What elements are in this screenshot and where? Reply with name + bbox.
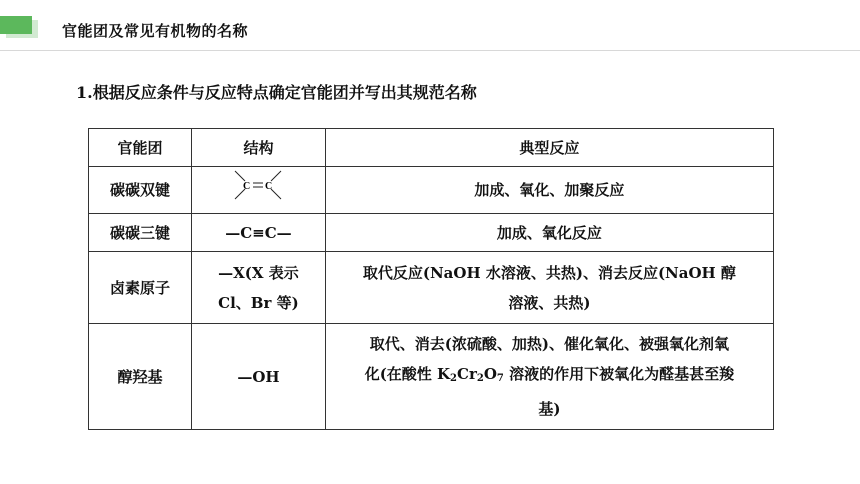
table-row <box>89 214 774 252</box>
table-row <box>89 324 774 430</box>
cell-group: 碳碳双键 <box>89 167 192 214</box>
cell-structure <box>192 167 326 214</box>
reaction-text: O <box>483 365 497 383</box>
double-bond-svg <box>233 167 283 203</box>
cell-group: 卤素原子 <box>89 252 192 324</box>
structure-line: —X(X 表示 <box>218 263 299 282</box>
reaction-text: 化(在酸性 K <box>364 365 451 383</box>
cell-structure <box>192 252 326 324</box>
header-cell-reaction: 典型反应 <box>325 129 773 167</box>
svg-text:C: C <box>265 181 273 192</box>
header-cell-structure: 结构 <box>192 129 326 167</box>
header-bar <box>0 0 860 51</box>
cell-reaction: 加成、氧化、加聚反应 <box>325 167 773 214</box>
section-title: 1.根据反应条件与反应特点确定官能团并写出其规范名称 <box>76 83 477 102</box>
accent-dark <box>0 16 32 34</box>
double-bond-diagram <box>233 167 283 203</box>
svg-text:C: C <box>243 181 251 192</box>
reaction-line: 溶液、共热) <box>508 293 591 312</box>
header-cell-group: 官能团 <box>89 129 192 167</box>
reaction-line: 取代、消去(浓硫酸、加热)、催化氧化、被强氧化剂氧 <box>369 335 729 353</box>
cell-structure: —C≡C— <box>192 214 326 252</box>
subscript: 7 <box>496 373 504 384</box>
cell-group: 碳碳三键 <box>89 214 192 252</box>
reaction-line: 取代反应(NaOH 水溶液、共热)、消去反应(NaOH 醇 <box>362 263 736 282</box>
cell-structure: —OH <box>192 324 326 430</box>
accent-block <box>0 16 38 38</box>
reaction-line <box>332 359 767 394</box>
subscript: 2 <box>476 373 484 384</box>
cell-group: 醇羟基 <box>89 324 192 430</box>
header-title: 官能团及常见有机物的名称 <box>62 22 249 40</box>
table-row <box>89 167 774 214</box>
cell-reaction <box>325 252 773 324</box>
reaction-text: 溶液的作用下被氧化为醛基甚至羧 <box>503 365 735 383</box>
cell-reaction <box>325 324 773 430</box>
table-row <box>89 252 774 324</box>
cell-reaction: 加成、氧化反应 <box>325 214 773 252</box>
structure-line: Cl、Br 等) <box>218 293 299 312</box>
reaction-line: 基) <box>538 400 561 418</box>
subscript: 2 <box>450 373 458 384</box>
table-header-row <box>89 129 774 167</box>
reaction-text: Cr <box>457 365 477 383</box>
functional-group-table <box>88 128 774 430</box>
